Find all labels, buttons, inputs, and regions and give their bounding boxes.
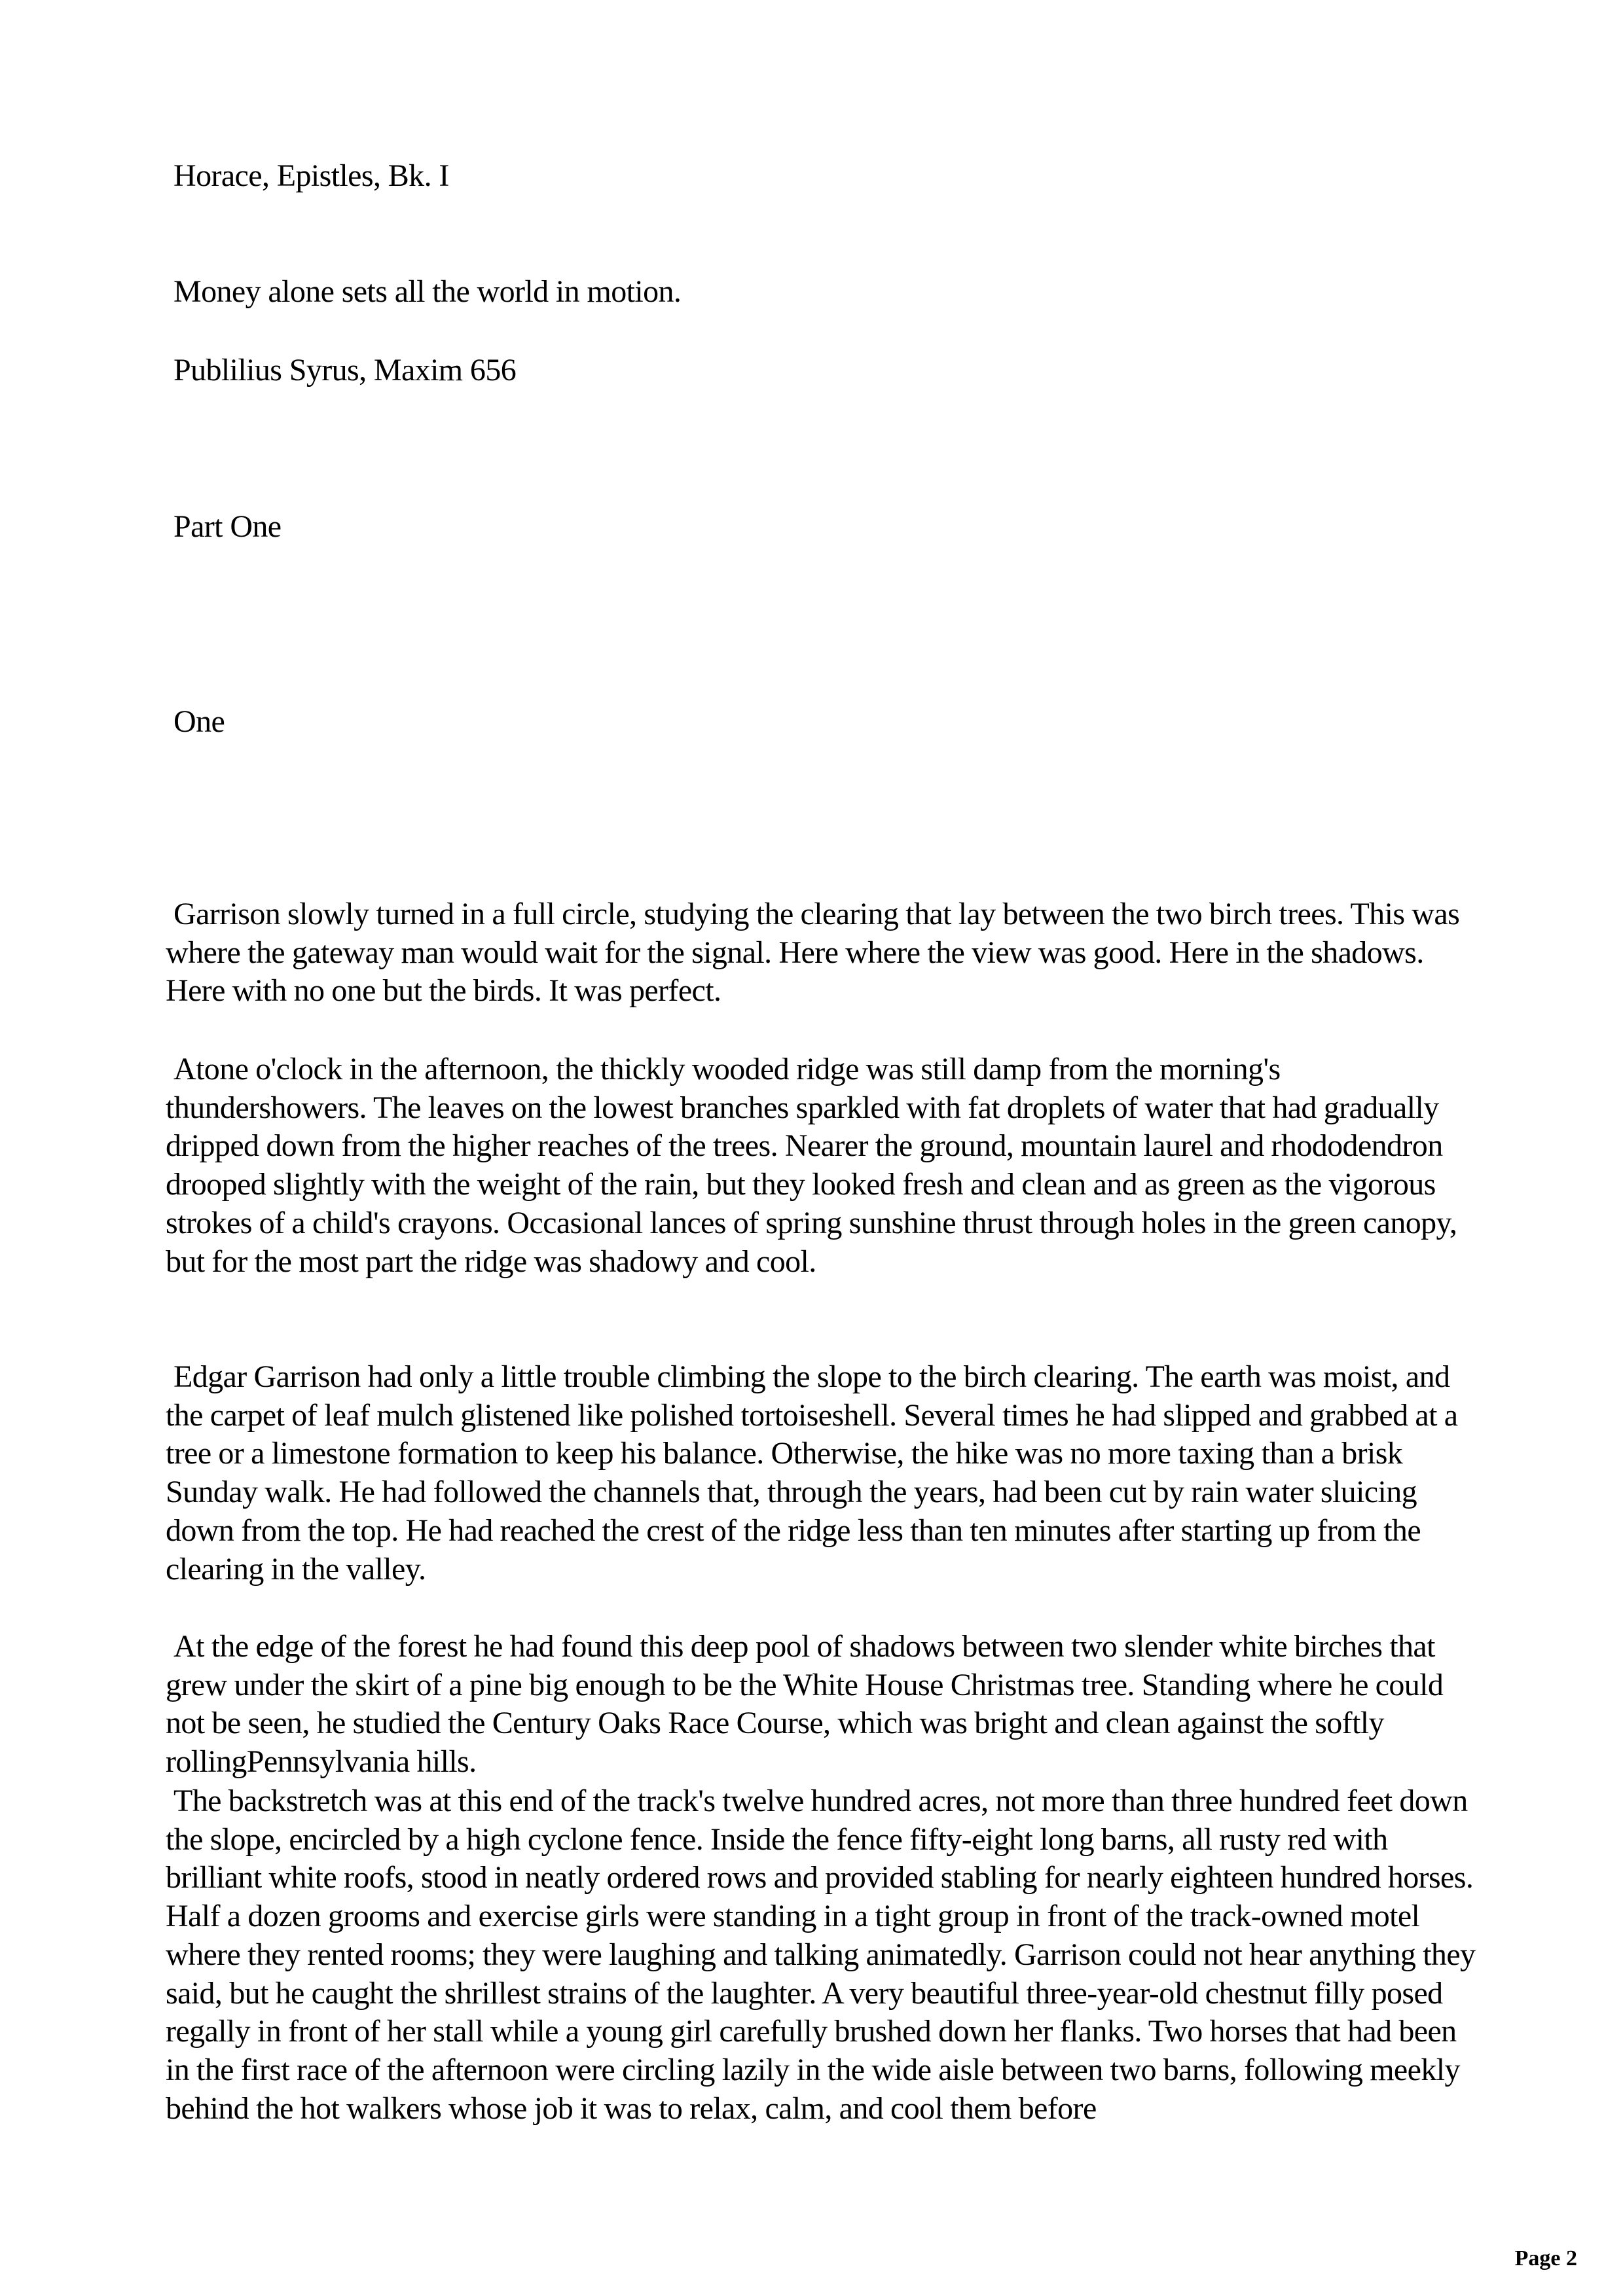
paragraph: [166, 1358, 1482, 1588]
paragraph-text: Atone o'clock in the afternoon, the thickly wooded ridge was still damp from the morning's thundershowers. The leaves on the lowest branches sparkled with fat droplets of water that had gradually dripped down from the higher reaches of the trees. Nearer the ground, mountain laurel and rhododendron drooped slightly with the weight of the rain, but they looked fresh and clean and as green as the vigorous strokes of a child's crayons. Occasional lances of spring sunshine thrust through holes in the green canopy, but for the most part the ridge was shadowy and cool.: [166, 1052, 1457, 1279]
epigraph-quote: Money alone sets all the world in motion.: [173, 274, 682, 309]
page-number: Page 2: [1514, 2246, 1577, 2270]
paragraph-text: The backstretch was at this end of the track's twelve hundred acres, not more than three hundred feet down the slope, encircled by a high cyclone fence. Inside the fence fifty-eight long barns, all rusty red with brilliant white roofs, stood in neatly ordered rows and provided stabling for nearly eighteen hundred horses. Half a dozen grooms and exercise girls were standing in a tight group in front of the track-owned motel where they rented rooms; they were laughing and talking animatedly. Garrison could not hear anything they said, but he caught the shrillest strains of the laughter. A very beautiful three-year-old chestnut filly posed regally in front of her stall while a young girl carefully brushed down her flanks. Two horses that had been in the first race of the afternoon were circling lazily in the wide aisle between two barns, following meekly behind the hot walkers whose job it was to relax, calm, and cool them before: [166, 1784, 1476, 2126]
paragraph: [166, 1628, 1482, 1782]
part-heading: Part One: [173, 509, 282, 544]
paragraph-text: Garrison slowly turned in a full circle, studying the clearing that lay between the two birch trees. This was where the gateway man would wait for the signal. Here where the view was good. Here in the shadows. Here with no one but the birds. It was perfect.: [166, 897, 1460, 1009]
paragraph-text: Edgar Garrison had only a little trouble climbing the slope to the birch clearing. The earth was moist, and the carpet of leaf mulch glistened like polished tortoiseshell. Several times he had slipped and grabbed at a tree or a limestone formation to keep his balance. Otherwise, the hike was no more taxing than a brisk Sunday walk. He had followed the channels that, through the years, had been cut by rain water sluicing down from the top. He had reached the crest of the ridge less than ten minutes after starting up from the clearing in the valley.: [166, 1359, 1458, 1587]
paragraph: [166, 1782, 1482, 2128]
epigraph-attribution-syrus: Publilius Syrus, Maxim 656: [173, 353, 517, 387]
epigraph-attribution-horace: Horace, Epistles, Bk. I: [173, 158, 449, 193]
chapter-heading: One: [173, 704, 225, 739]
paragraph-text: At the edge of the forest he had found this deep pool of shadows between two slender white birches that grew under the skirt of a pine big enough to be the White House Christmas tree. Standing where he could not be seen, he studied the Century Oaks Race Course, which was bright and clean against the softly rollingPennsylvania hills.: [166, 1629, 1444, 1780]
paragraph: [166, 895, 1482, 1011]
paragraph: [166, 1050, 1482, 1281]
